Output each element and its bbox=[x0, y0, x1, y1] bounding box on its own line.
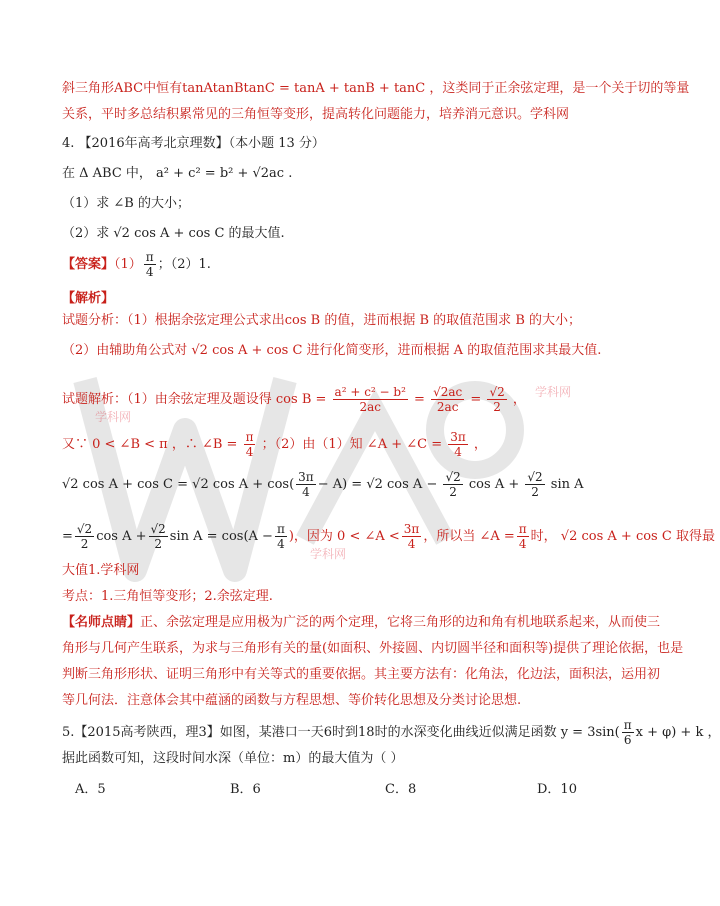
analysis-label: 【解析】 bbox=[62, 291, 115, 306]
s4-f4-den: 4 bbox=[407, 537, 416, 551]
s2-prefix: 又∵ 0 < ∠B < π ，∴ ∠B = bbox=[62, 437, 238, 452]
solution-line-1 bbox=[62, 385, 600, 414]
q5-frac-den: 6 bbox=[623, 733, 632, 747]
s4-frac-5 bbox=[517, 522, 529, 551]
solution-line-3 bbox=[62, 470, 600, 499]
s4-eq: = bbox=[62, 529, 73, 544]
s2-end: ， bbox=[473, 437, 487, 452]
s4-f4-num: 3π bbox=[403, 522, 420, 536]
s1-eq: = bbox=[414, 392, 425, 407]
mingshi-line-3: 判断三角形形状、证明三角形中有关等式的重要依据。其主要方法有：化角法，化边法，面积法，运用初 bbox=[62, 667, 661, 682]
q5-option-d: D．10 bbox=[537, 782, 577, 797]
mingshi-text-1: 正、余弦定理是应用极为广泛的两个定理，它将三角形的边和角有机地联系起来，从而使三 bbox=[140, 615, 661, 630]
watermark-text-left: 学科网 bbox=[95, 410, 132, 424]
s1-frac-1 bbox=[333, 385, 408, 414]
solution-line-4 bbox=[62, 522, 715, 551]
q5-frac-num: π bbox=[623, 718, 632, 732]
q5-line-1 bbox=[62, 718, 720, 747]
s2-f2-den: 4 bbox=[454, 445, 462, 459]
s1-f2-den: 2ac bbox=[436, 400, 459, 414]
analysis-line-2: （2）由辅助角公式对 √2 cos A + cos C 进行化简变形，进而根据 A 的取值范围求其最大值. bbox=[62, 343, 602, 358]
s3-frac-1 bbox=[296, 470, 316, 499]
s4-d: ，所以当 ∠A = bbox=[423, 529, 515, 544]
s4-f3-den: 4 bbox=[277, 537, 285, 551]
q4-stem: 在 Δ ABC 中， a² + c² = b² + √2ac . bbox=[62, 166, 293, 181]
s4-e: 时， √2 cos A + cos C 取得最 bbox=[530, 529, 715, 544]
s2-f2-num: 3π bbox=[450, 430, 466, 444]
s1-frac-3 bbox=[487, 385, 506, 414]
s4-a: cos A + bbox=[96, 529, 147, 544]
s4-frac-1 bbox=[75, 522, 94, 551]
s4-c: )，因为 0 < ∠A < bbox=[288, 529, 400, 544]
s1-f1-den: 2ac bbox=[359, 400, 381, 414]
mingshi-line-4: 等几何法．注意体会其中蕴涵的函数与方程思想、等价转化思想及分类讨论思想. bbox=[62, 693, 522, 708]
q4-part-2: （2）求 √2 cos A + cos C 的最大值. bbox=[62, 226, 285, 241]
kaodian: 考点：1.三角恒等变形；2.余弦定理. bbox=[62, 589, 273, 604]
intro-line-2: 关系，平时多总结积累常见的三角恒等变形，提高转化问题能力，培养消元意识。学科网 bbox=[62, 107, 570, 122]
s4-f5-num: π bbox=[518, 522, 527, 536]
analysis-line-1: 试题分析：（1）根据余弦定理公式求出cos B 的值，进而根据 B 的取值范围求 B 的大小； bbox=[62, 313, 582, 328]
q4-answer bbox=[62, 250, 600, 279]
s3-d: sin A bbox=[550, 477, 584, 492]
q5-l1-b: x + φ) + k ， bbox=[635, 725, 720, 740]
mingshi-line-2: 角形与几何产生联系，为求与三角形有关的量(如面积、外接圆、内切圆半径和面积等)提供了理论依据，也是 bbox=[62, 641, 684, 656]
s4-f1-den: 2 bbox=[80, 537, 89, 551]
q4-title: 4. 【2016年高考北京理数】（本小题 13 分） bbox=[62, 136, 325, 151]
answer-label: 【答案】 bbox=[62, 257, 115, 272]
s1-f3-den: 2 bbox=[493, 400, 501, 414]
q5-option-a: A．5 bbox=[75, 782, 106, 797]
s3-frac-3 bbox=[525, 470, 544, 499]
s1-f3-num: √2 bbox=[489, 385, 505, 399]
s1-prefix: 试题解析：（1）由余弦定理及题设得 cos B = bbox=[62, 392, 327, 407]
s3-frac-2 bbox=[443, 470, 462, 499]
q5-frac bbox=[622, 718, 634, 747]
q5-line-2: 据此函数可知，这段时间水深（单位：m）的最大值为（ ） bbox=[62, 751, 404, 766]
s1-f1-num: a² + c² − b² bbox=[334, 385, 406, 399]
q5-option-c: C．8 bbox=[385, 782, 417, 797]
s4-frac-4 bbox=[402, 522, 422, 551]
s3-f2-num: √2 bbox=[445, 470, 461, 484]
s4-f5-den: 4 bbox=[518, 537, 527, 551]
s4-frac-3 bbox=[275, 522, 287, 551]
q4-part-1: （1）求 ∠B 的大小； bbox=[62, 196, 190, 211]
s3-b: − A) = √2 cos A − bbox=[317, 477, 438, 492]
s3-f1-num: 3π bbox=[298, 470, 314, 484]
watermark-text-right: 学科网 bbox=[535, 385, 572, 399]
s4-f2-num: √2 bbox=[150, 522, 166, 536]
mingshi-line-1 bbox=[62, 614, 661, 632]
mingshi-label: 【名师点睛】 bbox=[62, 615, 141, 630]
s3-a: √2 cos A + cos C = √2 cos A + cos( bbox=[62, 477, 295, 492]
s4-f2-den: 2 bbox=[154, 537, 162, 551]
s3-f3-num: √2 bbox=[527, 470, 543, 484]
s1-frac-2 bbox=[431, 385, 464, 414]
s1-end: ， bbox=[512, 392, 526, 407]
s3-c: cos A + bbox=[468, 477, 520, 492]
s4-b: sin A = cos(A − bbox=[169, 529, 273, 544]
answer-frac-den: 4 bbox=[145, 265, 154, 279]
solution-line-2 bbox=[62, 430, 600, 459]
answer-rest: ；（2）1. bbox=[157, 257, 211, 272]
answer-fraction bbox=[144, 250, 156, 279]
q5-option-b: B．6 bbox=[230, 782, 261, 797]
s1-eq2: = bbox=[470, 392, 482, 407]
s2-f1-num: π bbox=[245, 430, 254, 444]
s3-f2-den: 2 bbox=[449, 485, 457, 499]
intro-line-1: 斜三角形ABC中恒有tanAtanBtanC = tanA + tanB + tanC ，这类同于正余弦定理，是一个关于切的等量 bbox=[62, 81, 690, 96]
s1-f2-num: √2ac bbox=[433, 385, 463, 399]
solution-line-5: 大值1.学科网 bbox=[62, 563, 140, 578]
answer-frac-num: π bbox=[145, 250, 154, 264]
answer-part1: （1） bbox=[114, 257, 142, 272]
q5-l1-a: 5.【2015高考陕西，理3】如图，某港口一天6时到18时的水深变化曲线近似满足函数 y = 3sin( bbox=[62, 725, 620, 740]
s2-mid: ；（2）由（1）知 ∠A + ∠C = bbox=[261, 437, 443, 452]
watermark-text-center: 学科网 bbox=[310, 547, 347, 561]
s2-frac-1 bbox=[244, 430, 256, 459]
s4-frac-2 bbox=[149, 522, 168, 551]
s2-frac-2 bbox=[448, 430, 468, 459]
s4-f3-num: π bbox=[276, 522, 285, 536]
s4-f1-num: √2 bbox=[76, 522, 93, 536]
s2-f1-den: 4 bbox=[245, 445, 254, 459]
s3-f1-den: 4 bbox=[302, 485, 310, 499]
s3-f3-den: 2 bbox=[531, 485, 539, 499]
